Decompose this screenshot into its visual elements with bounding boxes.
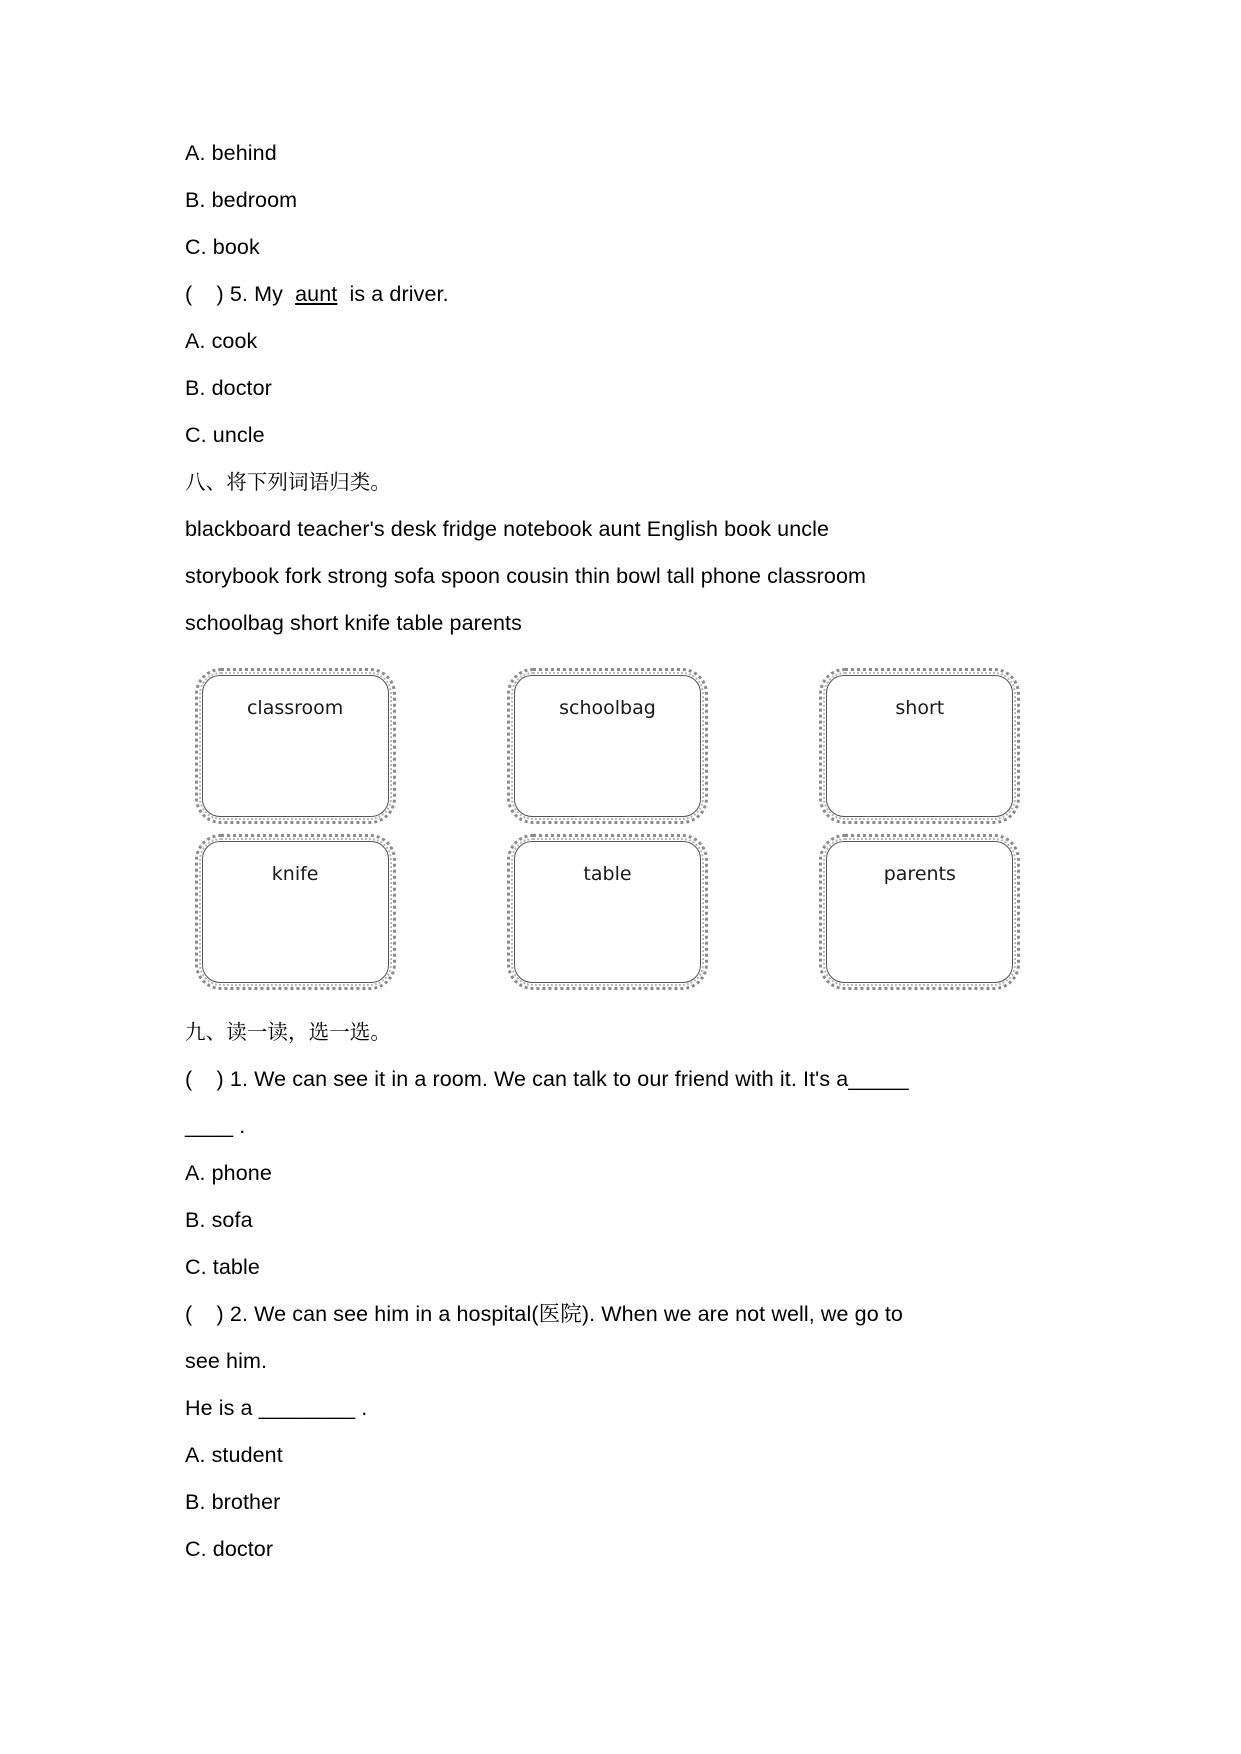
- section-9-q1-option-c: C. table: [185, 1255, 260, 1279]
- question-5-option-b: B. doctor: [185, 376, 272, 400]
- card-label: knife: [271, 863, 319, 885]
- question-5-option-c: C. uncle: [185, 423, 265, 447]
- category-card[interactable]: [202, 841, 389, 983]
- section-9-q2-option-a: A. student: [185, 1443, 283, 1467]
- category-card[interactable]: [202, 675, 389, 817]
- option-c-book: C. book: [185, 235, 260, 259]
- section-9-q2-stem-line-3: He is a ________ .: [185, 1396, 368, 1420]
- section-9-q1-stem-line-2: ____ .: [185, 1114, 246, 1138]
- card-label: parents: [883, 863, 956, 885]
- option-b-bedroom: B. bedroom: [185, 188, 298, 212]
- option-a-behind: A. behind: [185, 141, 277, 165]
- section-9-heading: 九、读一读，选一选。: [185, 1020, 391, 1044]
- section-9-q1-option-b: B. sofa: [185, 1208, 253, 1232]
- question-5-stem: [185, 271, 1071, 318]
- word-bank-line-1: blackboard teacher's desk fridge notebook aunt English book uncle: [185, 517, 830, 541]
- question-5-option-a: A. cook: [185, 329, 258, 353]
- category-card[interactable]: [514, 841, 701, 983]
- word-bank-line-2: storybook fork strong sofa spoon cousin thin bowl tall phone classroom: [185, 564, 867, 588]
- category-card[interactable]: [826, 841, 1013, 983]
- section-9-q1-stem-line-1: ( ) 1. We can see it in a room. We can talk to our friend with it. It's a_____: [185, 1067, 909, 1091]
- question-5-underlined-word: aunt: [295, 282, 338, 306]
- card-label: short: [895, 697, 945, 719]
- section-9-q1-option-a: A. phone: [185, 1161, 272, 1185]
- question-5-suffix: is a driver.: [337, 282, 449, 306]
- section-9-q2-stem-line-1: ( ) 2. We can see him in a hospital(医院). When we are not well, we go to: [185, 1302, 903, 1326]
- question-5-prefix: ( ) 5. My: [185, 282, 296, 306]
- section-9-q2-stem-line-2: see him.: [185, 1349, 268, 1373]
- category-card[interactable]: [826, 675, 1013, 817]
- section-9-q2-option-c: C. doctor: [185, 1537, 274, 1561]
- card-label: classroom: [246, 697, 344, 719]
- category-card-grid: [185, 675, 1030, 989]
- section-8-heading: 八、将下列词语归类。: [185, 470, 391, 494]
- section-9-q2-option-b: B. brother: [185, 1490, 281, 1514]
- card-label: table: [583, 863, 632, 885]
- category-card[interactable]: [514, 675, 701, 817]
- word-bank-line-3: schoolbag short knife table parents: [185, 611, 522, 635]
- section-8-word-bank: [185, 506, 1071, 647]
- card-label: schoolbag: [559, 697, 656, 719]
